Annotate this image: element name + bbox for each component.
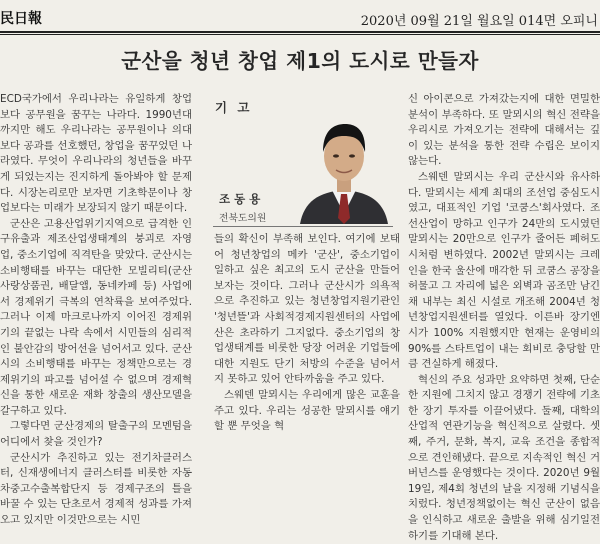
paragraph: 스웨덴 말뫼시는 우리에게 많은 교훈을 주고 있다. 우리는 성공한 말뫼시를 얘기할 뿐 무엇을 혁 xyxy=(214,388,400,433)
article-column-2 xyxy=(214,232,400,435)
masthead xyxy=(0,0,600,32)
paragraph: 들의 확신이 부족해 보인다. 여기에 보태어 청년창업의 메카 '군산', 중소기업이 일하고 싶은 최고의 도시 군산을 만들어 보자는 것이다. 그러나 군산시가 의욕적으로 추진하고 있는 청년창업지원기관인 '청년뜰'과 사회적경제지원센터의 사업에산은 초라하기 그지없다. 중소기업의 창업생태계를 비롯한 당장 어려운 기업들에 대한 지원도 단기 처방의 수준을 넘어서지 못하고 있어 안타까움을 주고 있다. xyxy=(214,233,400,386)
article-column-3 xyxy=(408,92,600,544)
author-photo xyxy=(298,106,390,224)
paragraph: 군산은 고용산업위기지역으로 급격한 인구유출과 제조산업생태계의 붕괴로 자영업, 중소기업에 직격탄을 맞았다. 군산시는 소비행태를 바꾸는 대단한 모빌리티(군산사랑상품권, 배달앱, 동네카페 등) 사업에서 경제위기 극복의 연착륙을 보여주었다. 그러나 이제 마크로나까지 이어진 경제위기의 끝없는 나락 속에서 시민들의 심리적인 불안감의 방어선을 넘어서고 있다. 군산시의 소비행태를 바꾸는 정책만으로는 경제위기의 파고를 넘어설 수 없으며 경제혁신을 통한 새로운 재화 창출의 생산모델을 갈구하고 있다. xyxy=(0,217,192,417)
paragraph: 군산시가 추진하고 있는 전기차클러스터, 신재생에너지 클러스터를 비롯한 자동차중고수출복합단지 등 경제구조의 틀을 바꿀 수 있는 단초로서 경제적 성과를 가져오고 있지만 이것만으로는 시민 xyxy=(0,451,192,527)
masthead-rule-thick xyxy=(0,31,600,33)
author-name: 조 동 용 xyxy=(219,192,261,206)
newspaper-logo: 民日報 xyxy=(0,11,42,27)
byline-divider xyxy=(213,226,393,227)
section-kicker: 기 고 xyxy=(215,100,253,115)
article-headline: 군산을 청년 창업 제1의 도시로 만들자 xyxy=(121,49,479,73)
paragraph: 신 아이콘으로 가져갔는지에 대한 면밀한 분석이 부족하다. 또 말뫼시의 혁신 전략을 우리시로 가져오기는 전략에 대해서는 깊이 있는 분석을 통한 전략 수립은 보이지 않는다. xyxy=(408,93,600,168)
paragraph: 그렇다면 군산경제의 탈출구의 모멘텀을 어디에서 찾을 것인가? xyxy=(0,420,192,449)
author-title: 전북도의원 xyxy=(219,213,267,224)
article-column-1 xyxy=(0,92,192,529)
dateline: 2020년 09월 21일 월요일 014면 오피니 xyxy=(360,14,598,29)
paragraph: 혁신의 주요 성과만 요약하면 첫째, 단순한 지원에 그치지 않고 경쟁기 전략에 기초한 장기 투자를 이끌어냈다. 둘째, 대학의 산업적 연관기능을 혁신적으로 살렸다. 셋째, 주거, 문화, 복지, 교육 조건을 종합적으로 견인해냈다. 끝으로 지속적인 혁신 거버넌스를 운영했다는 것이다. 2020년 9월 19일, 제4회 청년의 날을 지정해 기념식을 치렀다. 청년정책없이는 혁신 군산이 없음을 인식하고 새로운 출발을 위해 심기일전하기를 기대해 본다. xyxy=(408,373,600,542)
paragraph: 스웨덴 말뫼시는 우리 군산시와 유사하다. 말뫼시는 세계 최대의 조선업 중심도시였고, 대표적인 기업 '코쿰스'회사였다. 조선산업이 망하고 인구가 24만의 도시였던 말뫼시는 20만으로 인구가 줄어든 폐허도시처럼 변하였다. 2002년 말뫼시는 크레인을 한국 울산에 매각한 뒤 코쿰스 공장을 허물고 그 자리에 넓은 외벽과 곰조만 남긴 채 내부는 최신 시설로 개조해 2004년 청년창업지원센터를 열었다. 이른바 장기엔 시가 100% 지원했지만 현재는 운영비의 90%를 스타트업이 내는 회비로 충당할 만큼 견실하게 해졌다. xyxy=(408,170,600,371)
masthead-rule-thin xyxy=(0,34,600,35)
paragraph: ECD국가에서 우리나라는 유일하게 창업보다 공무원을 꿈꾸는 나라다. 1990년대까지만 해도 우리나라는 공무원이나 의대보다 공과를 선호했던, 창업을 꿈꾸었던 나라였다. 무엇이 우리나라의 청년들을 바꾸게 되었는지는 진지하게 돌아봐야 할 문제다. 시장논리로만 보자면 기초학문이나 창업보다는 미래가 보장되지 않기 때문이다. xyxy=(0,93,192,215)
